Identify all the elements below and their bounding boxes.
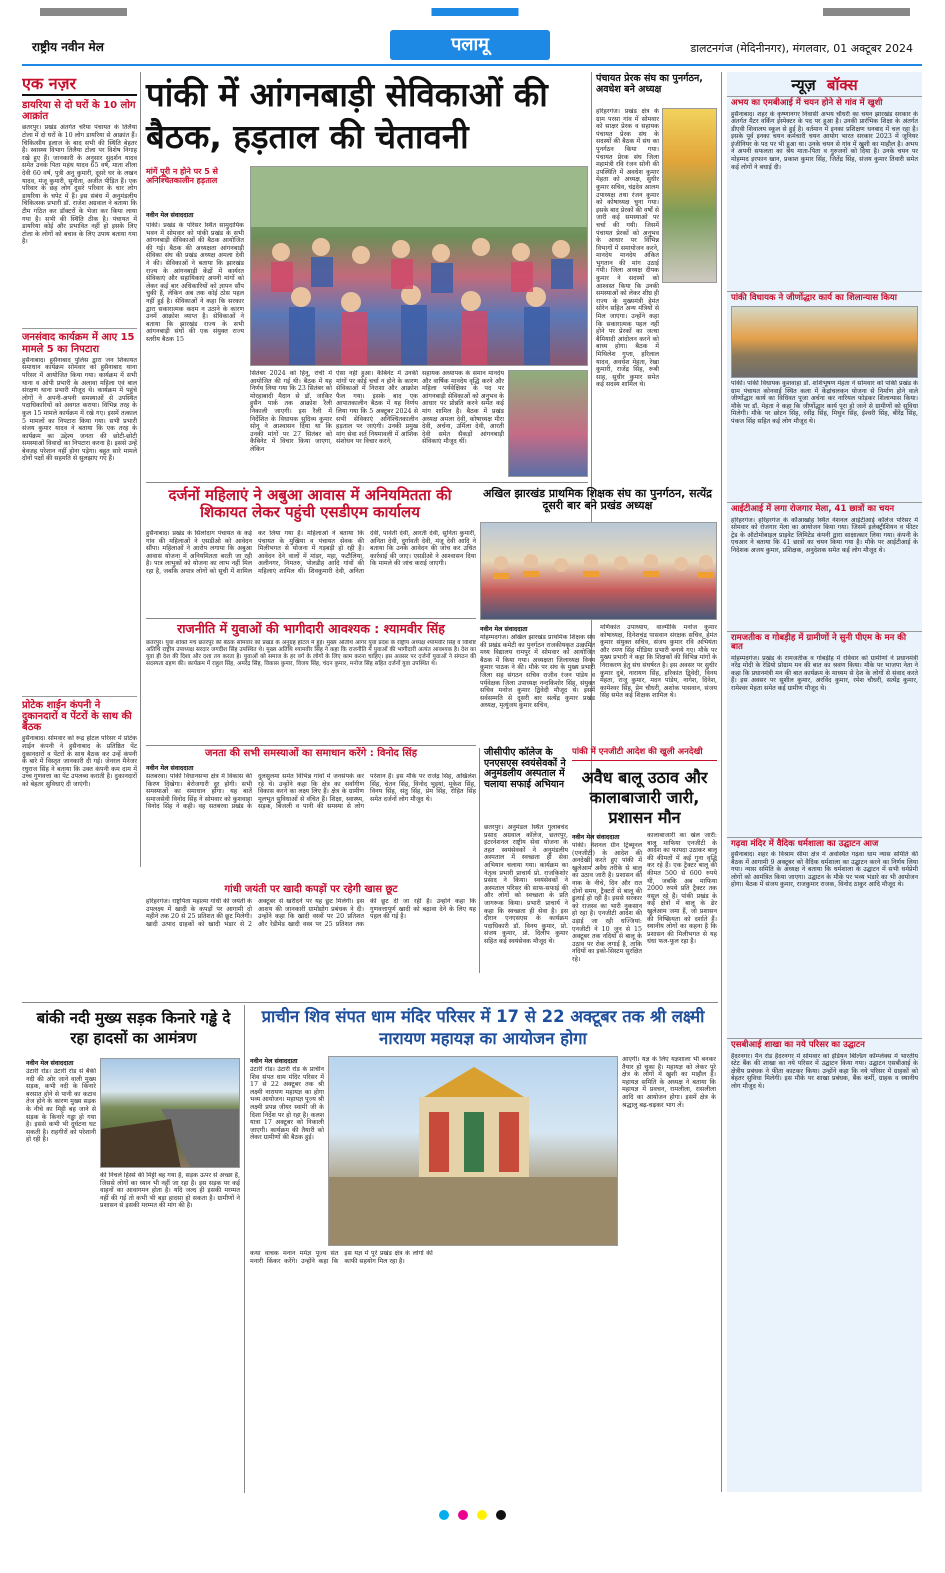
ek-nazar-label: एक नज़र xyxy=(22,72,137,96)
item-body: हरिहरगंज। हरिहरगंज के कौआखोह स्थित नेशनल आईटीआई कॉलेज परिसर में सोमवार को रोजगार मेला का आयोजन किया गया। जिसमें इलेक्ट्रीशियन व फीटर ट्रेड के ऑटोमोबाइल प्राइवेट लिमिटेड कंपनी द्वारा साक्षात्कार लिया गया। कंपनी के एचआर ने बताया कि 41 छात्रों का चयन किया गया है। मौके पर आईटीआई के निदेशक अजय कुमार, प्रशिक्षक, अनुदेशक समेत कई लोग मौजूद थे। xyxy=(731,516,918,554)
shiv-caption-note: कथा वाचक मनान मर्मज्ञ पूज्य संत मनारी किंकर करेंगे। उन्होंने कहा कि इस यज्ञ में पूरे प्रखंड क्षेत्र के लोगों की काफी सहयोग मिल रहा है। xyxy=(250,1250,433,1265)
item-body: छतरपुर। प्रखंड अंतर्गत चरैया पंचायत के तिलैया टोला में दो घरों के 10 लोग डायरिया से आक्रांत हैं। चिकित्सीय इलाज के बाद सभी की स्थिति बेहतर है। स्वास्थ्य विभाग तिलैया टोला पर विशेष निगाह रखे हुए हैं। जानकारी के अनुसार सुदर्शन यादव समेत उनके पिता महंथ यादव 65 वर्ष, माता शीला देवी 60 वर्ष, पुत्री अनु कुमारी, दूसरे घर के लखन यादव, मंजू कुमारी, सुनीता, अजीत पीड़ित हैं। एक परिवार के छह लोग दूसरे परिवार के चार लोग डायरिया के चपेट में हैं। इस संबंध में अनुमंडलीय चिकित्सक प्रभारी डॉ. राजेश अग्रवाल ने बताया कि टीम गठित कर डॉक्टरों के भेजा कर किया लाया गया है। सभी की स्थिति ठीक है। पंचायत में डायरिया कोई और प्रभावित नहीं हो इसके लिए टोला के लोगों को बचाव के लिए उपाय बताया गया है। xyxy=(22,124,137,246)
ngt-col1: पांकी। नेशनल ग्रीन ट्रिब्यूनल (एनजीटी) के आदेश की अनदेखी करते हुए पांकी में खुलेआम अवैध तरीके से बालू का उठाव जारी है। प्रशासन की नाक के नीचे, दिन और रात दोनों समय, ट्रैक्टरों से बालू की ढुलाई हो रही है। इससे सरकार को राजस्व का भारी नुकसान हो रहा है। एनजीटी आदेश की उड़ाई जा रही धज्जियां: एनजीटी ने 10 जून से 15 अक्टूबर तक नदियों से बालू के उठाव पर रोक लगाई है, ताकि नदियों का इको-सिस्टम सुरक्षित रहे। xyxy=(572,842,642,963)
section-title: पलामू xyxy=(451,34,489,55)
footer-strip xyxy=(0,1500,945,1530)
khadi-body: हरिहरगंज। राष्ट्रपिता महात्मा गांधी की जयंती के उपलक्ष्य में खादी के कपड़ों पर आगामी दो महीने तक 20 से 25 प्रतिशत की छूट मिलेगी। खादी उत्पाद ग्राहकों को खादी भंडार से 2 अक्टूबर से खरीदने पर यह छूट मिलेगी। इस आशय की जानकारी ग्रामोद्योग प्रबंधक ने दी। उन्होंने कहा कि खादी वस्त्रों पर 20 प्रतिशत और रेडीमेड खादी वस्त्र पर 25 प्रतिशत तक की छूट दी जा रही है। उन्होंने कहा कि गुणवत्तापूर्ण खादी को बढ़ावा देने के लिए यह पहल की गई है। xyxy=(146,898,476,928)
group-photo-illustration xyxy=(251,167,588,366)
ngt-byline: नवीन मेल संवाददाता xyxy=(572,834,620,841)
news-box-item xyxy=(727,837,922,1039)
registration-dot-cyan xyxy=(439,1510,449,1520)
lead-headline: पांकी में आंगनबाड़ी सेविकाओं की बैठक, हड़ताल की चेतावनी xyxy=(146,75,548,156)
awas-headline: दर्जनों महिलाएं ने अबुआ आवास में अनियमितता की शिकायत लेकर पहुंची एसडीएम कार्यालय xyxy=(168,486,452,521)
item-body: हुसैनाबाद। शहर के विश्राम सीमा क्षेत्र में अवस्थित गढ़वा धाम न्यास समिति की बैठक में आगामी 9 अक्टूबर को वैदिक धर्मशाला का उद्घाटन करने का निर्णय लिया गया। न्यास समिति के अध्यक्ष ने बताया कि धर्मशाला के उद्घाटन में सभी धर्मप्रेमी लोगों को आमंत्रित किया जाएगा। उद्घाटन के मौके पर भव्य भंडारे का भी आयोजन होगा। बैठक में संजय कुमार, राजकुमार राजक, विनोद ठाकुर आदि मौजूद थे। xyxy=(731,851,918,889)
news-box-item xyxy=(727,1038,922,1225)
item-headline: जनसंवाद कार्यक्रम में आए 15 मामले 5 का निपटारा xyxy=(22,332,135,355)
shiv-byline: नवीन मेल संवाददाता xyxy=(250,1058,298,1065)
item-headline: आईटीआई में लगा रोजगार मेला, 41 छात्रों का चयन xyxy=(731,504,895,515)
vinod-byline: नवीन मेल संवाददाता xyxy=(146,765,194,772)
lead-photo xyxy=(250,166,588,366)
nadi-road-photo xyxy=(100,1058,240,1168)
vinod-body: सतबरवा। पांकी विधानसभा क्षेत्र में विकास की किरण दिखेगा। बेरोजगारी दूर होगी। सभी समस्याओं का समाधान होगा। यह बातें समाजसेवी विनोद सिंह ने सोमवार को कुशवाहा विनोद सिंह ने कही। वह सतबरवा प्रखंड के दुलसुलमा समेत विभिन्न गांवों में जनसंपर्क कर रहे थे। उन्होंने कहा कि क्षेत्र का सर्वांगीण विकास करने का लक्ष्य लिए हैं। क्षेत्र के ग्रामीण मूलभूत सुविधाओं से वंचित हैं। शिक्षा, स्वास्थ्य, सड़क, बिजली व पानी की समस्या से लोग परेशान हैं। इस मौके पर राजेंद्र सिंह, अखिलेश सिंह, चेतन सिंह, विनोद भुइयां, मुकेश सिंह, विनय सिंह, संतु सिंह, प्रेम सिंह, रोहित सिंह समेत दर्जनों लोग मौजूद थे। xyxy=(146,773,476,811)
shikshak-photo xyxy=(480,522,717,620)
news-box-item xyxy=(727,502,922,631)
khadi-headline: गांधी जयंती पर खादी कपड़ों पर रहेगी खास छूट xyxy=(224,884,398,895)
vinod-headline: जनता की सभी समस्याओं का समाधान करेंगे : विनोद सिंह xyxy=(204,748,418,759)
shikshak-col1: मोहम्मदगंज। अखिल झारखंड प्राथमिक शिक्षक संघ की प्रखंड कमेटी का पुनर्गठन राजकीयकृत उत्क्रमित मध्य विद्यालय रामपुर में सोमवार को आयोजित बैठक में किया गया। अध्यक्षता जिलाध्यक्ष विनय कुमार पाठक ने की। मौके पर संघ के मुख्य प्रभारी जिला सह संगठन सचिव राजीव रंजन पांडेय व पर्यवेक्षक जिला उपाध्यक्ष नन्दकिशोर सिंह, संयुक्त सचिव मनोज कुमार द्विवेदी मौजूद थे। इसमें सर्वसम्मति से दूसरी बार सत्येंद्र कुमार प्रखंड अध्यक्ष, मृत्युंजय कुमार सचिव, xyxy=(480,634,595,710)
registration-dot-magenta xyxy=(458,1510,468,1520)
ngt-headline: अवैध बालू उठाव और कालाबाजारी जारी, प्रशासन मौन xyxy=(581,768,708,827)
news-box-item xyxy=(727,291,922,503)
brand-name: राष्ट्रीय नवीन मेल xyxy=(32,40,104,54)
section-tab xyxy=(390,30,550,60)
yuva-top-rule xyxy=(146,618,476,619)
news-box-item xyxy=(727,96,922,291)
nadi-headline: बांकी नदी मुख्य सड़क किनारे गड्ढे दे रहा हादसों का आमंत्रण xyxy=(36,1009,231,1047)
masthead-rule xyxy=(22,64,922,66)
shikshak-byline: नवीन मेल संवाददाता xyxy=(480,626,528,633)
item-body: हुसैनाबाद। हुसैनाबाद पुलिस द्वारा जन शिकायत समाधान कार्यक्रम सोमवार को हुसैनाबाद थाना परिसर में आयोजित किया गया। कार्यक्रम में सभी थाना व ओपी प्रभारी के अलावा महिला एवं बाल संरक्षण थाना प्रभारी मौजूद थे। कार्यक्रम में पहुंचे लोगों ने अपनी-अपनी समस्याओं से उपस्थित पदाधिकारियों को अवगत कराया। विभिन्न तरह के कुल 15 मामले कार्यक्रम में रखे गए। इसमें तत्काल 5 मामलों का निपटारा किया गया। सभी प्रभारी संजय कुमार यादव ने बताया कि एक तरह के कार्यक्रम का उद्देश्य जनता की छोटी-छोटी समस्याओं विवादों का निपटारा करना है। इससे उन्हें बेवजह परेशान नहीं होना पड़ेगा। बहुत सारे मामले दोनों पक्षों की सहमति से सुलझाए गए हैं। xyxy=(22,356,137,463)
top-color-strip xyxy=(40,8,910,16)
registration-dot-black xyxy=(496,1510,506,1520)
college-left-rule xyxy=(479,748,480,973)
item-body: हुसैनाबाद। सोमवार को रूद्र होटल परिसर में प्रोटेक शाईन कंपनी ने हुसैनाबाद के प्रतिष्ठित पेंट दुकानदारों व पेंटरों के साथ बैठक कर उन्हें कंपनी के बारे में विस्तृत जानकारी दी गई। जेनरल मैनेजर रघुराज सिंह ने बताया कि उक्त कंपनी कम दाम में उच्च गुणवत्ता का पेंट उपलब्ध कराती है। दुकानदारों को बेहतर सुविधाएं दी जाएंगी। xyxy=(22,735,137,788)
teachers-group-illustration xyxy=(481,523,717,620)
left-column-rule xyxy=(140,72,141,867)
shiv-headline: प्राचीन शिव संपत धाम मंदिर परिसर में 17 से 22 अक्टूबर तक श्री लक्ष्मी नारायण महायज्ञ का आयोजन होगा xyxy=(261,1007,705,1048)
shikshak-headline: अखिल झारखंड प्राथमिक शिक्षक संघ का पुनर्गठन, सत्येंद्र दूसरी बार बने प्रखंड अध्यक्ष xyxy=(482,487,713,513)
item-body: हुसैनाबाद। शहर के कृष्णानगर निवासी अभय चौधरी का चयन झारखंड सरकार के अंतर्गत मैटर वर्किंग इंस्पेक्टर के पद पर हुआ है। उनकी प्रारंभिक शिक्षा के अंतर्गत डीएवी शिवालय स्कूल से हुई है। वर्तमान में इनका प्रशिक्षण धनबाद में चल रहा है। इसके पूर्व इनका चयन कर्मचारी चयन आयोग भारत सरकार 2023 में जूनियर इंजीनियर के पद पर भी हुआ था। उनके चयन से गांव में खुशी का माहौल है। अभय ने अपनी सफलता का श्रेय माता-पिता व गुरुजनों को दिया है। उनके चयन पर मोहम्मद इरफान खान, प्रकाश कुमार सिंह, जितेंद्र सिंह, संजय कुमार तिवारी समेत कई लोगों ने बधाई दी। xyxy=(731,110,918,171)
ek-nazar-column xyxy=(22,72,137,867)
mla-foundation-photo xyxy=(731,306,918,378)
ek-nazar-item xyxy=(22,100,137,324)
news-box-label-b: बॉक्स xyxy=(826,76,858,94)
yagya-pandal-illustration xyxy=(329,1057,618,1246)
lead-byline: नवीन मेल संवाददाता xyxy=(146,212,194,219)
item-headline: प्रोटेक शाईन कंपनी ने दुकानदारों व पेंटरों के साथ की बैठक xyxy=(22,699,132,734)
item-headline: डायरिया से दो घरों के 10 लोग आक्रांत xyxy=(22,100,136,123)
vinod-top-rule xyxy=(146,745,476,746)
nadi-right-rule xyxy=(244,1005,245,1493)
lead-col2: सितंबर 2024 को हिनू, रांची में आयोजित की गई थी। बैठक में यह निर्णय लिया गया कि 23 सितंबर को मोरहाबादी मैदान से डॉ. जाकिर हुसैन पार्क तक आक्रोश रैली निकाली जाएगी। इस रैली में निर्देशित के विधायक सुदिव्य कुमार सोनू ने आश्वासन दिया था कि उनकी मांगों पर 27 सितंबर को कैबिनेट में विचार किया जाएगा, लेकिन xyxy=(250,370,332,453)
panchayat-headline: पंचायत प्रेरक संघ का पुनर्गठन, अवधेश बने अध्यक्ष xyxy=(596,73,703,95)
ngt-col2: कालाबाजारी का खेल जारी: बालू माफिया एनजीटी के आदेश का फायदा उठाकर बालू की कीमतों में कई गुना वृद्धि कर रहे हैं। एक ट्रैक्टर बालू की कीमत 500 से 600 रुपये थी, जबकि अब माफिया 2000 रुपये प्रति ट्रैक्टर तक वसूल रहे हैं। पांकी प्रखंड के कई क्षेत्रों में बालू के ढेर खुलेआम जमा हैं, जो प्रशासन की निष्क्रियता को दर्शाते हैं। स्थानीय लोगों का कहना है कि प्रशासन की मिलीभगत से यह धंधा फल-फूल रहा है। xyxy=(647,832,717,946)
news-box-label-a: न्यूज़ xyxy=(791,76,816,94)
panchayat-body: हरिहरगंज। प्रखंड क्षेत्र के ग्राम परसा गांव में सोमवार को साक्षर प्रेरक व सहायक पंचायत प्रेरक संघ के सदस्यों की बैठक में संघ का पुनर्गठन किया गया। पंचायत प्रेरक संघ जिला महामंत्री रवि रंजन सोनी की उपस्थिति में अवधेश कुमार मेहता को अध्यक्ष, सुधीर कुमार सचिव, चंद्रदेव आलम उपाध्यक्ष तथा रंजन कुमार को कोषाध्यक्ष चुना गया। इसके बाद प्रेरकों की वर्षों से जारी कई समस्याओं पर चर्चा की गयी। जिसमें पंचायत प्रेरकों को अनुभव के आधार पर विभिन्न विभागों में समायोजन करने, मानदेय मानदेय अंकित भुगतान की मांग उठाई गयी। जिला अध्यक्ष दीपक कुमार ने सदस्यों को आश्वस्त किया कि उनकी समस्याओं को लेकर शीघ्र ही राज्य के मुख्यमंत्री हेमंत सोरेन सहित अन्य मंत्रियों से मिल जाएगा। उन्होंने कहा कि सकारात्मक पहल नहीं होने पर प्रेरकों का जत्था बैमियादी आंदोलन करने को बाध्य होगा। बैठक में मिथिलेश गुप्ता, हरिलाल यादव, अवधेश मेहता, रेखा कुमारी, राजेंद्र सिंह, रूबी साह, सुधीर कुमार समेत कई सदस्य शामिल थे। xyxy=(596,108,659,389)
yuva-headline: राजनीति में युवाओं की भागीदारी आवश्यक : श्यामवीर सिंह xyxy=(177,621,445,636)
item-body: मोहम्मदगंज। प्रखंड के रामजतीक व गोबड़ीह में रविवार को ग्रामीणों ने प्रधानमंत्री नरेंद्र मोदी के रेडियो प्रोग्राम मन की बात का श्रवण किया। मौके पर भाजपा नेता ने कहा कि प्रधानमंत्री मन की बात कार्यक्रम के माध्यम से देश के लोगों से संवाद करते हैं। इस अवसर पर सुशील कुमार, अरविंद कुमार, रमेश चौधरी, सत्येंद्र कुमार, रामेश्वर मेहता समेत कई ग्रामीण मौजूद थे। xyxy=(731,654,918,692)
item-headline: अभय का एमबीआई में चयन होने से गांव में खुशी xyxy=(731,98,883,108)
college-body: छतरपुर। अनुमंडल स्थित गुलाबचंद प्रसाद अग्रवाल कॉलेज, छतरपुर, इंटरनेशनल राष्ट्रीय सेवा योजना के तहत स्वयंसेवकों ने अनुमंडलीय अस्पताल में स्वच्छता ही सेवा अभियान चलाया गया। कार्यक्रम का नेतृत्व प्रभारी प्राचार्य प्रो. राजकिशोर प्रसाद ने किया। स्वयंसेवकों ने अस्पताल परिसर की साफ-सफाई की और लोगों को स्वच्छता के प्रति जागरूक किया। प्रभारी प्राचार्य ने कहा कि स्वच्छता ही सेवा है। इस दौरान एनएसएस के कार्यक्रम पदाधिकारी डॉ. विनय कुमार, प्रो. संजय कुमार, प्रो. दिलीप कुमार सहित कई स्वयंसेवक मौजूद थे। xyxy=(484,824,568,945)
college-headline: जीसीपीए कॉलेज के एनएसएस स्वयंसेवकों ने अनुमंडलीय अस्पताल में चलाया सफाई अभियान xyxy=(484,747,566,790)
shiv-col1: उंटारी रोड। उंटारी रोड के प्राचीन शिव संपत धाम मंदिर परिसर में 17 से 22 अक्टूबर तक श्री लक्ष्मी नारायण महायज्ञ का होगा भव्य आयोजन। महायज्ञ पूज्य श्री लक्ष्मी प्रपन्न जीयर स्वामी जी के दिशा निर्देश पर हो रहा है। कलश यात्रा 17 अक्टूबर को निकाली जाएगी। कार्यक्रम की तैयारी को लेकर ग्रामीणों की बैठक हुई। xyxy=(250,1066,324,1142)
yuva-body: छतरपुर। युवा शक्ति मंच छतरपुर की बैठक सोमवार को प्रखंड के अनुग्रह होटल में हुई। मुख्य अतिथि आगर युवा प्रदेश के राष्ट्रीय अध्यक्ष श्यामवीर सिंह व विशिष्ट अतिथि राष्ट्रीय उपाध्यक्ष सरदार जगदीश सिंह उपस्थित थे। मुख्य अतिथि श्यामवीर सिंह ने कहा कि राजनीति में युवाओं की भागीदारी अत्यंत आवश्यक है। देश का युवा ही देश की दिशा और दशा तय करता है। युवाओं को समाज के हर वर्ग के लोगों के लिए काम करना चाहिए। इस अवसर पर दर्जनों युवाओं ने संगठन की सदस्यता ग्रहण की। कार्यक्रम में राहुल सिंह, अमरेंद्र सिंह, विकास कुमार, विजय सिंह, चंदन कुमार, मनोज सिंह सहित दर्जनों युवा उपस्थित थे। xyxy=(146,640,476,667)
awas-body: हुसैनाबाद। प्रखंड के सिलोदाग पंचायत के कई गांव की महिलाओं ने एसडीओ को आवेदन सौंपा। महिलाओं ने आरोप लगाया कि अबुआ आवास योजना में अनियमितता बरती जा रही है। पात्र लाभुकों को योजना का लाभ नहीं मिल रहा है, जबकि अपात्र लोगों को सूची में शामिल कर लिया गया है। महिलाओं ने बताया कि पंचायत के मुखिया व पंचायत सेवक की मिलीभगत से योजना में गड़बड़ी हो रही है। आवेदन देने वालों में मांडर, महा, फटौलिया, अलीनगर, निमतरु, पोलडीह आदि गांवों की महिलाएं शामिल थीं। शिवकुमारी देवी, अनिता देवी, पार्वती देवी, आरती देवी, सुनिता कुमारी, अनिता देवी, दुर्गावती देवी, मंजू देवी आदि ने बताया कि उनके आवेदन की जांच कर उचित कार्रवाई की जाए। एसडीओ ने आश्वासन दिया कि मामले की जांच कराई जाएगी। xyxy=(146,530,476,575)
masthead xyxy=(0,0,945,56)
lead-col4: सहायक अध्यापक के समान मानदेय और वार्षिक मानदेय वृद्धि करने और महिला पर्यवेक्षिका के पद पर आंगनबाड़ी सेविकाओं को अनुभव के आधार पर प्रोन्नति करने समेत कई मांग शामिल है। बैठक में प्रखंड अध्यक्ष अमला देवी, कोषाध्यक्ष मीरा देवी, अर्चना, उर्मिला देवी, आरती देवी समेत सैकड़ों आंगनबाड़ी सेविकाएं मौजूद थीं। xyxy=(422,370,504,446)
news-box-item xyxy=(727,631,922,837)
news-box-label xyxy=(727,72,922,96)
right-column-rule xyxy=(721,72,722,1492)
registration-dot-yellow xyxy=(477,1510,487,1520)
panchayat-photo xyxy=(662,108,717,283)
lead-col3: ऐसा नहीं हुआ। कैबिनेट में उनकी मांगों पर कोई चर्चा न होने के कारण सेविकाओं में निराशा और आक्रोश फैल गया। इसके बाद एक आपातकालीन बैठक में यह निर्णय लिया गया कि 5 अक्टूबर 2024 से सभी सेविकाएं अनिश्चितकालीन हड़ताल पर जाएंगी। उनकी प्रमुख मांग सेवा शर्त नियमावली में आंशिक संशोधन पर विचार करने, xyxy=(336,370,418,446)
awas-top-rule xyxy=(146,482,588,483)
lead-side-photo xyxy=(508,370,588,477)
item-headline: रामजतीक व गोबड़ीह में ग्रामीणों ने सुनी पीएम के मन की बात xyxy=(731,632,907,653)
ek-nazar-item xyxy=(22,328,137,691)
nadi-byline: नवीन मेल संवाददाता xyxy=(26,1060,74,1067)
nadi-col2: की निचले हिस्से की मिट्टी बह गया है, सड़क ऊपर से अच्छा है, जिससे लोगों का ध्यान भी नहीं जा रहा है। इस सड़क पर कई वाहनों का आवागमन होता है। यदि जल्द ही इसकी मरम्मत नहीं की गई तो कभी भी बड़ा हादसा हो सकता है। ग्रामीणों ने प्रशासन से इसकी मरम्मत की मांग की है। xyxy=(100,1172,240,1210)
item-body: पांकी। पांकी विधायक कुशवाहा डॉ. शशिभूषण मेहता ने सोमवार को पांकी प्रखंड के ग्राम पंचायत कोनवाई स्थित कला में केंद्रांचलकन योजना से निर्माण होने वाले जीर्णोद्धार कार्य का विधिवत पूजा अर्चना कर नारियल फोड़कर शिलान्यास किया। मौके पर डॉ. मेहता ने कहा कि जीर्णोद्धार कार्य पूरा हो जाने से ग्रामीणों को सुविधा मिलेगी। मौके पर छोटन सिंह, रवींद्र सिंह, मिथुन सिंह, ईश्वरी सिंह, बीरेंद्र सिंह, पंकज सिंह सहित कई लोग मौजूद थे। xyxy=(731,380,918,425)
shikshak-col2: मणिकांत उपाध्याय, वाल्मीकि मनोज कुमार कोषाध्यक्ष, दिनेशचंद्र पासवान संरक्षक सचिव, हेमंत कुमार संयुक्त सचिव, संजय कुमार रवि अभियंता और रमण सिंह मीडिया प्रभारी बनाये गए। मौके पर मुख्य प्रभारी ने कहा कि शिक्षकों की विभिन्न मांगों के निराकरण हेतु संघ संघर्षरत है। इस अवसर पर सुधीर कुमार दुबे, नारायण सिंह, हरिकांत द्विवेदी, विनय मेहता, राजू कुमार, मदन पांडेय, नागेश, दिनेश, कामेश्वर सिंह, प्रेम चौधरी, अशोक पासवान, संजय सिंह समेत कई शिक्षक शामिल थे। xyxy=(600,624,717,700)
item-headline: एसबीआई शाखा का नये परिसर का उद्घाटन xyxy=(731,1040,865,1051)
ngt-label: पांकी में एनजीटी आदेश की खुली अनदेखी xyxy=(572,748,717,761)
ek-nazar-item xyxy=(22,696,137,867)
lead-kicker: मांगें पूरी न होने पर 5 से अनिश्चितकालीन हड़ताल xyxy=(146,167,218,185)
bottom-section-rule xyxy=(22,1002,718,1003)
nadi-col1: उंटारी रोड। उंटारी रोड से बैंकी नदी की ओर जाने वाली मुख्य सड़क, कभी नदी के किनारे बरसात होने से पानी का कटाव तेज होने के कारण मुख्य सड़क के नीचे का मिट्टी बह जाने से सड़क के किनारे गड्ढा हो गया है। इससे कभी भी दुर्घटना घट सकती है। राहगीरों को परेशानी हो रही है। xyxy=(26,1068,96,1144)
item-body: हैदरनगर। मैन रोड हैदरनगर में सोमवार को इंडियन बिल्डिंग कॉम्प्लेक्स में भारतीय स्टेट बैंक की शाखा का नये परिसर में उद्घाटन किया गया। उद्घाटन एसबीआई के क्षेत्रीय प्रबंधक ने फीता काटकर किया। उन्होंने कहा कि नये परिसर में ग्राहकों को बेहतर सुविधा मिलेगी। इस मौके पर शाखा प्रबंधक, बैंक कर्मी, ग्राहक व स्थानीय लोग मौजूद थे। xyxy=(731,1052,918,1090)
road-ditch-illustration xyxy=(101,1059,240,1168)
dateline: डालटनगंज (मेदिनीनगर), मंगलवार, 01 अक्टूबर 2024 xyxy=(690,42,913,55)
shiv-col2: आएगी। यज्ञ के लिए यज्ञशाला भी बनकर तैयार हो चुका है। महायज्ञ को लेकर पूरे क्षेत्र के लोगों में खुशी का माहौल है। महायज्ञ समिति के अध्यक्ष ने बताया कि महायज्ञ में प्रवचन, रामलीला, रासलीला आदि का आयोजन होगा। इसमें क्षेत्र के श्रद्धालु बढ़-चढ़कर भाग लें। xyxy=(622,1056,716,1109)
item-headline: गढ़वा मंदिर में वैदिक धर्मशाला का उद्घाटन आज xyxy=(731,838,879,849)
lead-col1: पांकी। प्रखंड के परिसर स्थित सामुदायिक भवन में सोमवार को पांकी प्रखंड के सभी आंगनबाड़ी सेविकाओं की बैठक आयोजित की गई। बैठक की अध्यक्षता आंगनबाड़ी सेविका संघ की प्रखंड अध्यक्ष अमला देवी ने की। सेविकाओं ने बताया कि झारखंड राज्य के आंगनबाड़ी केंद्रों में कार्यरत सेविकाएं और सहायिकाएं अपनी मांगों को लेकर कई बार अधिकारियों को ज्ञापन सौंप चुकी हैं, लेकिन अब तक कोई ठोस पहल नहीं हुई है। सेविकाओं ने कहा कि सरकार द्वारा सकारात्मक कदम न उठाने के कारण उनमें आक्रोश व्याप्त है। सेविकाओं ने बताया कि झारखंड राज्य के सभी आंगनबाड़ी संघों की एक संयुक्त राज्य स्तरीय बैठक 15 xyxy=(146,222,244,343)
item-headline: पांकी विधायक ने जीर्णोद्धार कार्य का शिलान्यास किया xyxy=(731,292,897,303)
news-box xyxy=(727,72,922,1492)
shiv-temple-photo xyxy=(328,1056,618,1246)
